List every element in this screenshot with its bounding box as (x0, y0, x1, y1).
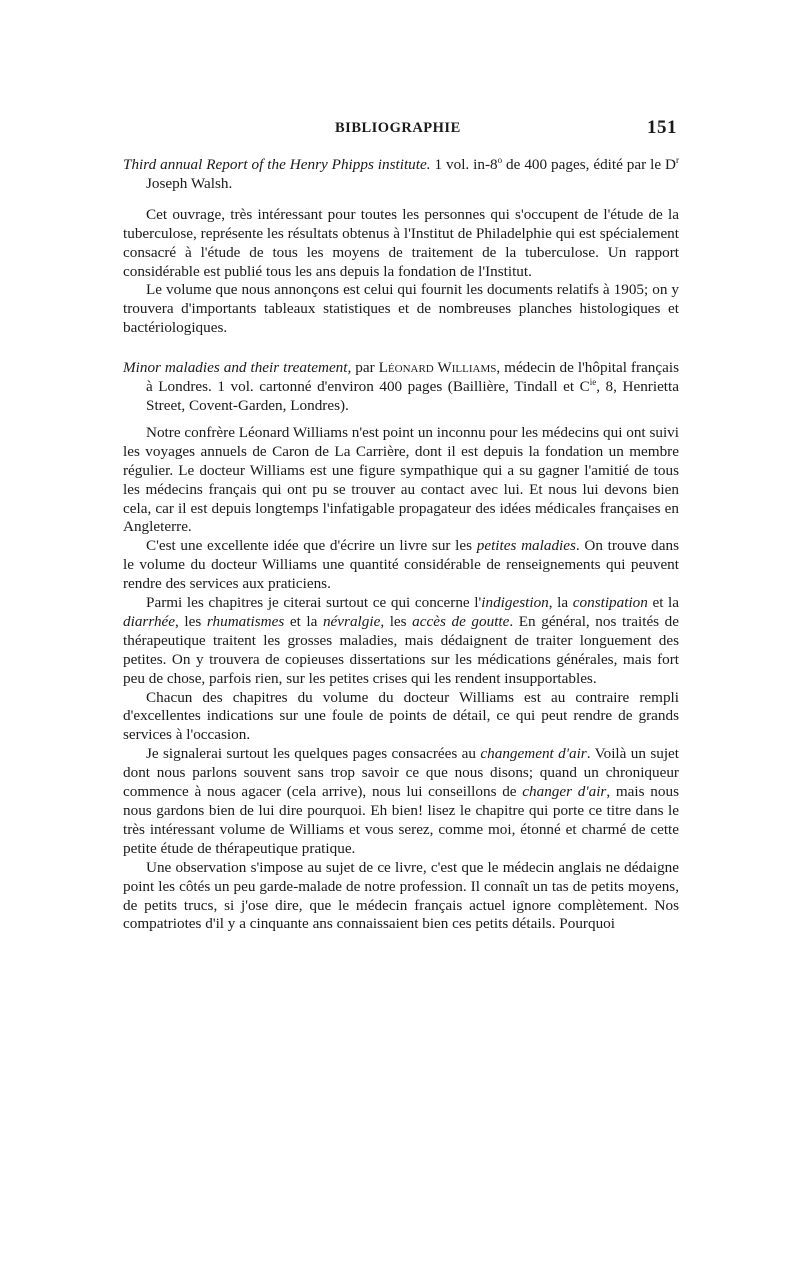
paragraph: Cet ouvrage, très intéressant pour toutes les personnes qui s'occupent de l'étude de la tuberculose, représente les résultats obtenus à l'Institut de Philadelphie qui est spécialement consacré à l'étude de tous les moyens de traitement de la tuberculose. Un rapport considérable est publié tous les ans depuis la fondation de l'Institut. (123, 205, 679, 280)
paragraph: Je signalerai surtout les quelques pages consacrées au changement d'air. Voilà un sujet dont nous parlons souvent sans trop savoir ce que nous disons; quand un chroniqueur commence à nous agacer (cela arrive), nous lui conseillons de changer d'air, mais nous nous gardons bien de lui dire pourquoi. Eh bien! lisez le chapitre qui porte ce titre dans le très intéressant volume de Williams et vous serez, comme moi, étonné et charmé de cette petite étude de thérapeutique pratique. (123, 745, 680, 857)
running-header (123, 117, 679, 144)
paragraph: Une observation s'impose au sujet de ce livre, c'est que le médecin anglais ne dédaigne point les côtés un peu garde-malade de notre profession. Il connaît un tas de petits moyens, de petits trucs, si j'ose dire, que le médecin français actuel ignore complètement. Nos compatriotes d'il y a cinquante ans connaissaient bien ces petits détails. Pourquoi (123, 858, 679, 933)
book-title: Minor maladies and their treatement, (123, 359, 352, 377)
author-name: Léonard Williams (378, 359, 497, 377)
book-title: Third annual Report of the Henry Phipps institute. (123, 156, 431, 173)
page-number: 151 (647, 117, 677, 138)
paragraph: C'est une excellente idée que d'écrire un livre sur les petites maladies. On trouve dans le volume du docteur Williams une quantité considérable de renseignements qui peuvent rendre des services aux praticiens. (123, 537, 680, 593)
page (123, 117, 680, 934)
running-title: BIBLIOGRAPHIE (335, 120, 461, 136)
bibliography-entry-phipps: Third annual Report of the Henry Phipps institute. 1 vol. in-8$^o$ de 400 pages, édité par le $D^r$ Joseph Walsh. (123, 154, 679, 192)
bibliography-entry-williams: Minor maladies and their treatement, par Léonard Williams, médecin de l'hôpital français à Londres. 1 vol. cartonné d'environ 400 pages (Baillière, Tindall et $C^{ie}$, 8, Henrietta Street, Covent-Garden, Londres). (123, 359, 679, 414)
paragraph: Notre confrère Léonard Williams n'est point un inconnu pour les médecins qui ont suivi les voyages annuels de Caron de La Carrière, dont il est depuis la fondation un membre régulier. Le docteur Williams est une figure sympathique qui a su gagner l'amitié de tous les médecins français qui ont pu se trouver au contact avec lui. Et nous lui devons bien cela, car il est depuis longtemps l'infatigable propagateur des idées médicales françaises en Angleterre. (123, 423, 679, 536)
paragraph: Parmi les chapitres je citerai surtout ce qui concerne l'indigestion, la constipation et la diarrhée, les rhumatismes et la névralgie, les accès de goutte. En général, nos traités de thérapeutique traitent les grosses maladies, mais dédaignent de traiter longuement des petites. On y trouvera de copieuses dissertations sur les médications générales, mais fort peu de chose, parfois rien, sur les petites crises qui les rendent insupportables. (123, 594, 680, 687)
paragraph: Chacun des chapitres du volume du docteur Williams est au contraire rempli d'excellentes indications sur une foule de points de détail, ce qui peut rendre de grands services à l'occasion. (123, 688, 679, 744)
paragraph: Le volume que nous annonçons est celui qui fournit les documents relatifs à 1905; on y trouvera d'importants tableaux statistiques et de nombreuses planches histologiques et bactériologiques. (123, 281, 679, 337)
